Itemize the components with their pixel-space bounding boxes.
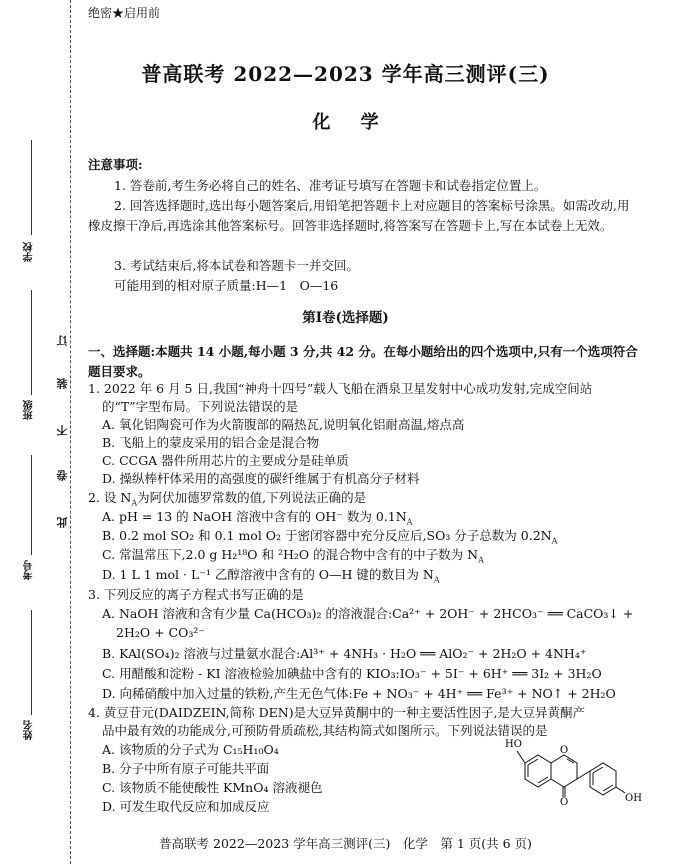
notice-item-2: 2. 回答选择题时,选出每小题答案后,用铅笔把答题卡上对应题目的答案标号涂黑。如需改动,用橡皮擦干净后,再选涂其他答案标号。回答非选择题时,将答案写在答题卡上,写在本试卷上无效。 [88,198,630,233]
page-footer: 普高联考 2022—2023 学年高三测评(三) 化学 第 1 页(共 6 页) [159,836,532,851]
q4-option-a: A. 该物质的分子式为 C₁₅H₁₀O₄ [102,742,279,757]
notice-item-3: 3. 考试结束后,将本试卷和答题卡一并交回。 [114,258,359,273]
subject-title: 化 学 [312,112,391,133]
q3-option-a-cont: 2H₂O + CO₃²⁻ [116,625,205,640]
school-fill-line [31,140,32,235]
section-instruction: 一、选择题:本题共 14 小题,每小题 3 分,共 42 分。在每小题给出的四个选项中,只有一个选项符合题目要求。 [88,344,638,379]
q3-option-c: C. 用醋酸和淀粉 - KI 溶液检验加碘盐中含有的 KIO₃:IO₃⁻ + 5I⁻ + 6H⁺ ══ 3I₂ + 3H₂O [102,666,602,681]
daidzein-structure [505,735,665,805]
q2-option-a: A. pH = 13 的 NaOH 溶液中含有的 OH⁻ 数为 $0.1N_A$ [102,509,413,527]
q1-option-c: C. CCGA 器件所用芯片的主要成分是硅单质 [102,453,349,468]
confidential-mark: 绝密★启用前 [88,6,161,20]
q4-option-b: B. 分子中所有原子可能共平面 [102,761,270,776]
seal-char: 此 [56,517,69,528]
q2-option-c: C. 常温常压下,2.0 g H₂¹⁸O 和 ²H₂O 的混合物中含有的中子数为 $N_A$ [102,547,484,565]
exam-number-fill-line [31,455,32,555]
q4-option-d: D. 可发生取代反应和加成反应 [102,799,270,814]
section-title: 第Ⅰ卷(选择题) [302,310,389,326]
q2-option-d: D. 1 L 1 mol · L⁻¹ 乙醇溶液中含有的 O—H 键的数目为 $N_A$ [102,567,440,585]
school-label: 学校 [24,242,35,262]
carbonyl-oxygen-label: O [560,797,569,805]
seal-char: 不 [56,425,69,436]
seal-char: 装 [56,378,69,389]
q2-stem: 2. 设 $N_A$为阿伏加德罗常数的值,下列说法正确的是 [88,490,367,508]
q3-option-a: A. NaOH 溶液和含有少量 Ca(HCO₃)₂ 的溶液混合:Ca²⁺ + 2OH⁻ + 2HCO₃⁻ ══ CaCO₃↓ + [102,606,634,621]
notice-heading: 注意事项: [88,157,143,172]
seal-char: 订 [56,335,69,346]
q3-option-b: B. KAl(SO₄)₂ 溶液与过量氨水混合:Al³⁺ + 4NH₃ · H₂O ══ AlO₂⁻ + 2H₂O + 4NH₄⁺ [102,646,587,661]
q2-option-b: B. 0.2 mol SO₂ 和 0.1 mol O₂ 于密闭容器中充分反应后,SO₃ 分子总数为 $0.2N_A$ [102,528,558,546]
q4-stem: 4. 黄豆苷元(DAIDZEIN,简称 DEN)是大豆异黄酮中的一种主要活性因子,是大豆异黄酮产 [88,705,586,720]
q1-stem-cont: 的“T”字型布局。下列说法错误的是 [102,399,299,414]
notice-item-1: 1. 答卷前,考生务必将自己的姓名、准考证号填写在答题卡和试卷指定位置上。 [114,178,547,193]
q4-option-c: C. 该物质不能使酸性 KMnO₄ 溶液褪色 [102,780,323,795]
q1-option-d: D. 操纵棒杆体采用的高强度的碳纤维属于有机高分子材料 [102,471,420,486]
exam-number-label: 考号 [24,560,35,580]
q4-stem-cont: 品中最有效的功能成分,可预防骨质疏松,其结构简式如图所示。下列说法错误的是 [102,723,548,738]
ring-oxygen-label: O [560,745,569,756]
exam-title: 普高联考 2022—2023 学年高三测评(三) [141,62,550,86]
q1-option-b: B. 飞船上的蒙皮采用的铝合金是混合物 [102,435,320,450]
q3-stem: 3. 下列反应的离子方程式书写正确的是 [88,587,304,602]
name-fill-line [31,610,32,715]
q1-stem: 1. 2022 年 6 月 5 日,我国“神舟十四号”载人飞船在酒泉卫星发射中心成功发射,完成空间站 [88,381,593,396]
ho-label: HO [505,739,522,750]
name-label: 姓名 [24,720,35,740]
oh-label: OH [625,793,642,804]
seal-char: 卷 [56,470,69,481]
class-label: 班级 [24,400,35,420]
q3-option-d: D. 向稀硝酸中加入过量的铁粉,产生无色气体:Fe + NO₃⁻ + 4H⁺ ══ Fe³⁺ + NO↑ + 2H₂O [102,686,616,701]
atomic-mass-line: 可能用到的相对原子质量:H—1 O—16 [114,278,339,293]
q1-option-a: A. 氧化铝陶瓷可作为火箭腹部的隔热瓦,说明氧化铝耐高温,熔点高 [102,417,465,432]
